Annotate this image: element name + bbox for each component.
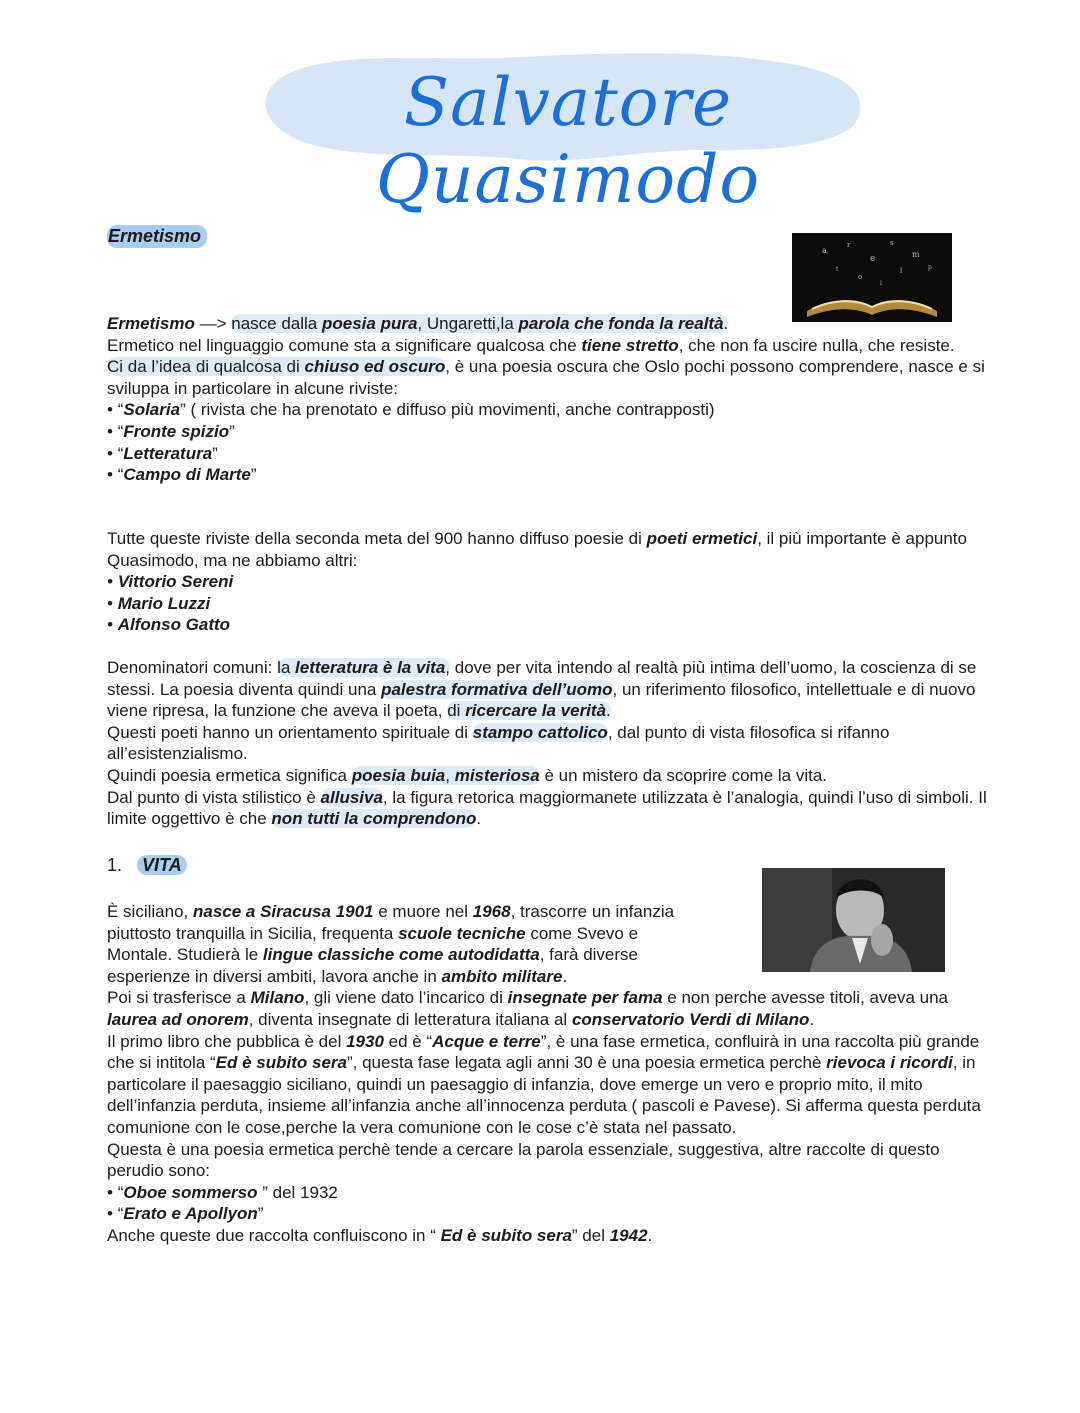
- raccolte-list: [107, 1182, 987, 1225]
- paragraph-stile: Dal punto di vista stilistico è allusiva, la figura retorica maggiormanete utilizzata è l’analogia, quindi l’uso di simboli. Il limite oggettivo è che non tutti la comprendono.: [107, 787, 987, 829]
- list-item: • “Letteratura”: [107, 443, 987, 465]
- list-item: • “Campo di Marte”: [107, 464, 987, 486]
- paragraph-ermetico: Ermetico nel linguaggio comune sta a significare qualcosa che tiene stretto, che non fa uscire nulla, che resiste.: [107, 335, 955, 355]
- list-item: • Vittorio Sereni: [107, 571, 987, 593]
- paragraph-chiuso: Ci da l’idea di qualcosa di chiuso ed oscuro, è una poesia oscura che Oslo pochi possono comprendere, nasce e si sviluppa in particolare in alcune riviste:: [107, 357, 985, 398]
- paragraph-nascita: È siciliano, nasce a Siracusa 1901 e muore nel 1968, trascorre un infanzia piuttosto tranquilla in Sicilia, frequenta scuole tecniche come Svevo e Montale. Studierà le lingue classiche come autodidatta, farà diverse esperienze in diversi ambiti, lavora anche in ambito militare.: [107, 902, 675, 986]
- list-item: • Alfonso Gatto: [107, 614, 987, 636]
- riviste-list: [107, 399, 987, 485]
- highlight-definition: nasce dalla poesia pura, Ungaretti,la parola che fonda la realtà.: [231, 314, 729, 333]
- svg-text:t: t: [836, 266, 839, 273]
- paragraph-denominatori: Denominatori comuni: la letteratura è la vita, dove per vita intendo al realtà più intima dell’uomo, la coscienza di se stessi. La poesia diventa quindi una palestra formativa dell’uomo, un riferimento filosofico, intellettuale e di nuovo viene ripresa, la funzione che aveva il poeta, di ricercare la verità.: [107, 658, 977, 721]
- poeti-block: [107, 528, 987, 636]
- paragraph-raccolte: Questa è una poesia ermetica perchè tende a cercare la parola essenziale, suggestiva, altre raccolte di questo perudio sono:: [107, 1139, 940, 1181]
- list-item: • Mario Luzzi: [107, 593, 987, 615]
- list-item: • “Fronte spizio”: [107, 421, 987, 443]
- term-ermetismo: Ermetismo: [107, 314, 195, 333]
- poeti-list: [107, 571, 987, 636]
- list-item: • “Erato e Apollyon”: [107, 1203, 987, 1225]
- paragraph-poeti: Tutte queste riviste della seconda meta del 900 hanno diffuso poesie di poeti ermetici, il più importante è appunto Quasimodo, ma ne abbiamo altri:: [107, 529, 967, 570]
- svg-text:a: a: [822, 246, 827, 255]
- list-item: • “Solaria” ( rivista che ha prenotato e diffuso più movimenti, anche contrapposti): [107, 399, 987, 421]
- title-area: [258, 40, 878, 218]
- svg-text:l: l: [900, 267, 903, 275]
- vita-block: [107, 901, 987, 1247]
- paragraph-poesia-buia: Quindi poesia ermetica significa poesia buia, misteriosa è un mistero da scoprire come la vita.: [107, 765, 827, 785]
- denominatori-block: [107, 657, 987, 830]
- section-heading-ermetismo: Ermetismo: [107, 225, 207, 248]
- ermetismo-block: Ermetismo —> nasce dalla poesia pura, Ungaretti,la parola che fonda la realtà. Ermetico nel linguaggio comune sta a significare qualcosa che tiene stretto, che non fa uscire nulla, che resiste. Ci da l’idea di qualcosa di chiuso ed oscuro, è una poesia oscura che Oslo pochi possono comprendere, nasce e si sviluppa in particolare in alcune riviste: • “Solaria” ( rivista che ha prenotato e diffuso più movimenti, anche contrapposti) • “Fronte spizio” • “Letteratura” • “Campo di Marte”: [107, 313, 987, 486]
- paragraph-stampo: Questi poeti hanno un orientamento spirituale di stampo cattolico, dal punto di vista filosofica si rifanno all’esistenzialismo.: [107, 722, 890, 764]
- section-heading-vita: 1. VITA: [107, 855, 187, 876]
- svg-text:i: i: [880, 280, 882, 287]
- paragraph-conclusione: Anche queste due raccolta confluiscono in “ Ed è subito sera” del 1942.: [107, 1225, 653, 1245]
- paragraph-milano: Poi si trasferisce a Milano, gli viene dato l’incarico di insegnate per fama e non perche avesse titoli, aveva una laurea ad onorem, diventa insegnate di letteratura italiana al conservatorio Verdi di Milano.: [107, 988, 948, 1029]
- page-title: Salvatore Quasimodo: [375, 64, 761, 218]
- book-image: [792, 233, 952, 322]
- svg-text:s: s: [890, 239, 894, 247]
- list-item: • “Oboe sommerso ” del 1932: [107, 1182, 987, 1204]
- svg-text:o: o: [858, 273, 863, 281]
- svg-text:p: p: [928, 264, 932, 271]
- paragraph-primo-libro: Il primo libro che pubblica è del 1930 ed è “Acque e terre”, è una fase ermetica, confluirà in una raccolta più grande che si intitola “Ed è subito sera”, questa fase legata agli anni 30 è una poesia ermetica perchè rievoca i ricordi, in particolare il paesaggio siciliano, quindi un paesaggio di infanzia, dove emerge un vero e proprio mito, il mito dell’infanzia perduta, insieme all’infanzia anche all’innocenza perduta ( pascoli e Pavese). Si afferma questa perduta comunione con le cose,perche la vera comunione con le cose c’è stata nel passato.: [107, 1031, 981, 1137]
- svg-text:e: e: [870, 254, 876, 264]
- svg-text:r: r: [847, 241, 851, 249]
- svg-text:m: m: [912, 250, 920, 259]
